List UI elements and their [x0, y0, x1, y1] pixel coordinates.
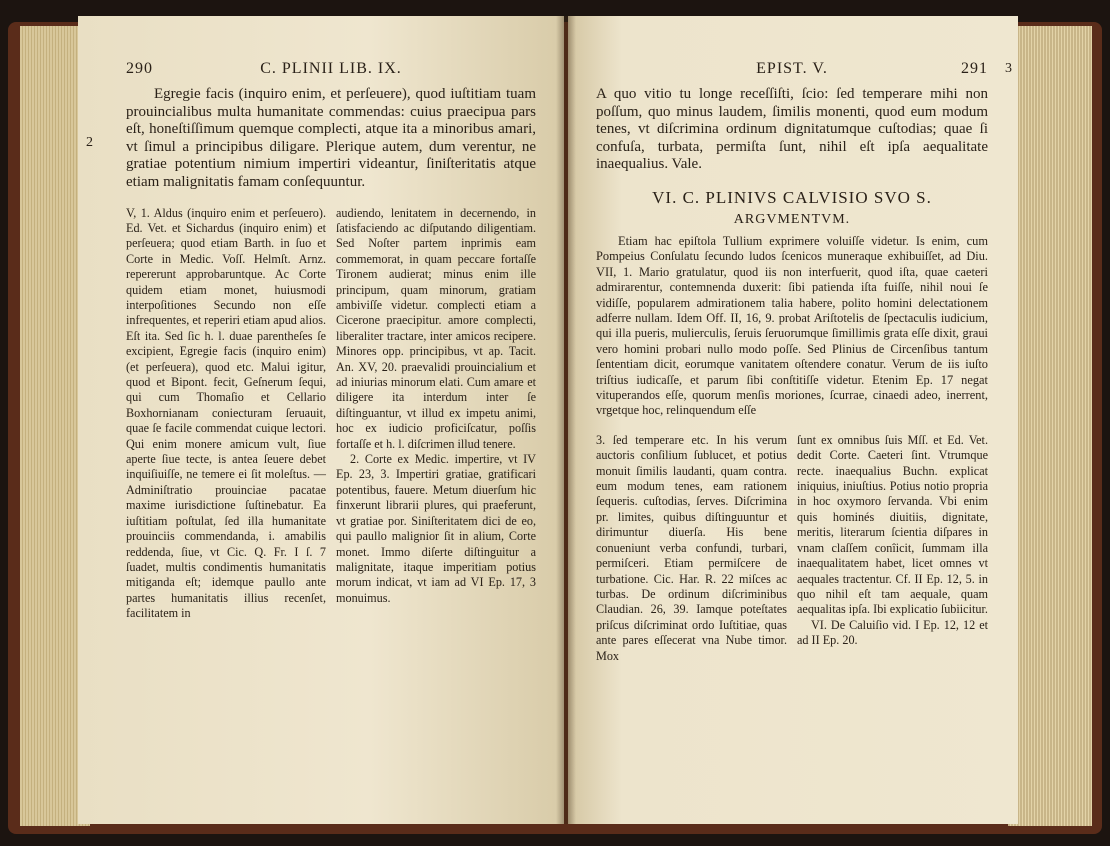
page-edges-right	[1008, 26, 1092, 826]
right-margin-number: 3	[1005, 61, 1012, 76]
argument-heading: ARGVMENTVM.	[733, 211, 851, 227]
letter-heading: VI. C. PLINIVS CALVISIO SVO S.	[652, 187, 932, 207]
right-page-header	[596, 60, 988, 86]
right-running-head: EPIST. V.	[756, 60, 828, 77]
right-note-3: VI. De Caluiſio vid. I Ep. 12, 12 et ad II Ep. 20.	[797, 617, 988, 648]
argument-text: Etiam hac epiſtola Tullium exprimere voluiſſe videtur. Is enim, cum Pompeius Conſulatu ſecundo ludos ſcenicos muneraque exhibuiſſet, ad Diu. VII, 1. Mario gratulatur, quod iis non interfuerit, quod iſta, quae caeteri admirarentur, contemnenda duxerit: ſibi patienda iſta fuiſſe, nihil noui ſe vidiſſe, popularem admirationem talia habere, polito homini delectationem adferre nullam. Idem Off. II, 16, 9. probat Ariſtotelis de ſpectaculis iudicium, qui illa pueris, mulierculis, ſeruis ſeruorumque ſimillimis grata eſſe dixit, graui vero homini probari nullo modo poſſe. Sed Plinius de Circenſibus tantum ſententiam dicit, eorumque vanitatem oſtendere conatur. Verum de iis iuſto triſtius iudicaſſe, et parum ſibi conſtitiſſe videtur. Etenim Ep. 17 negat vituperandos eſſe, quorum menſis moriones, ſcurrae, cinaedi adeo, inerrent, vrgetque hoc, relinquendum eſſe	[596, 233, 988, 418]
right-body-paragraph: A quo vitio tu longe receſſiſti, ſcio: ſed temperare mihi non poſſum, quo minus laudem, ſimilis monenti, quod eum modum tenes, vt diſcrimina ordinum dignitatumque cuſtodias; quae ſi confuſa, turbata, permiſta ſunt, nihil eſt ipſa aequalitate inaequalius. Vale.	[596, 86, 988, 173]
open-book	[8, 12, 1102, 838]
left-running-head: C. PLINII LIB. IX.	[260, 60, 402, 77]
left-page	[78, 16, 564, 824]
right-page-number: 291	[961, 60, 988, 77]
right-note-2: ſunt ex omnibus ſuis Mſſ. et Ed. Vet. dedit Corte. Caeteri ſint. Vtrumque recte. inaequalius Buchn. explicat iniquius, iniuſtius. Potius notio propria in hoc oxymoro ſervanda. Vbi enim quis hominés diuitiis, dignitate, meritis, literarum ſcientia diſpares in vnam claſſem conîicit, ſummam illa inaequalitatem habet, licet omnes vt aequales tractentur. Cf. II Ep. 12, 5. in quo nihil eſt tam aequale, quam aequalitas ipſa. Ibi explicatio ſubiicitur.	[797, 432, 988, 617]
left-body-text	[86, 86, 536, 192]
left-page-number: 290	[126, 60, 153, 77]
left-body-paragraph: Egregie facis (inquiro enim, et perſeuere), quod iuſtitiam tuam prouincialibus multa humanitate commendas: cuius praecipua pars eſt, honeſtiſſimum quemque complecti, atque ita a minoribus amari, vt ſimul a principibus diligare. Plerique autem, dum verentur, ne gratiae potentium nimium impertiri videantur, ſiniſteritatis atque etiam malignitatis famam conſequuntur.	[126, 86, 536, 190]
left-note-3: 2. Corte ex Medic. impertire, vt IV Ep. 23, 3. Impertiri gratiae, gratificari potentibus, fauere. Metum diuerſum hic finxerunt librarii plures, qui praeferunt, vt gratiae por. Siniſteritatem dici de eo, qui paullo malignior ſit in alium, Corte monet. Immo diſerte diſtinguitur a malignitate, itaque imperitiam potius morum indicat, vt iam ad VI Ep. 17, 3 monuimus.	[336, 452, 536, 605]
left-note-2: audiendo, lenitatem in decernendo, in ſatisfaciendo ac diſputando diligentiam. Sed Noſter partem inprimis eam commemorat, in quam peccare fortaſſe Tironem audierat; minus enim ille principum, quam minorum, gratiam ambiviſſe videtur. complecti etiam a Cicerone praecipitur. amore complecti, liberaliter tractare, inter amicos recipere. Minores opp. principibus, vt ap. Tacit. An. XV, 20. praevalidi prouincialium et ad iniurias minorum elati. Cum amare et diligere ita interdum inter ſe diſtinguantur, vt illud ex impetu animi, hoc ex iudicio proficiſcatur, poſſis fortaſſe et h. l. diſcrimen illud tenere.	[336, 205, 536, 451]
left-notes	[126, 206, 536, 622]
left-margin-number: 2	[86, 135, 93, 150]
right-note-1: 3. ſed temperare etc. In his verum auctoris conſilium ſublucet, et potius monuit ſimilis laudanti, quam contra. eum modum tenes, eam rationem ſequeris. cuſtodias, ſerves. Diſcrimina pr. limites, quibus diſtinguuntur et dirimuntur diuerſa. His bene conueniunt verba confundi, turbari, permiſceri. Etiam permiſcere de turbatione. Cic. Har. R. 22 miſces ac turbas. De ordinum diſcriminibus Claudian. 26, 39. Iamque poteſtates priſcus diſcriminat ordo Iuſtitiae, quas ante pares eſſecerat vna Nube timor. Mox	[596, 432, 787, 663]
book-gutter	[556, 16, 576, 824]
right-page	[568, 16, 1018, 824]
left-page-header	[126, 60, 536, 86]
right-notes	[596, 433, 988, 664]
left-note-1: V, 1. Aldus (inquiro enim et perſeuero). Ed. Vet. et Sichardus (inquiro enim) et perſeuera; quod etiam Barth. in ſuo et Corte in Medic. Voſſ. Helmſt. Arnz. repererunt approbaruntque. Ac Corte quidem etiam monet, huiusmodi interpoſitiones Secundo non eſſe infrequentes, et reperiri etiam apud alios. Eſt ita. Sed ſic h. l. duae parentheſes ſe excipient, Egregie facis (inquiro enim) (et perſeuera), quod etc. Malui igitur, quod et Bipont. fecit, Geſnerum ſequi, qui cum Thomaſio et Cellario Boxhornianam coniecturam ſeruauit, quae ſe facile commendat cuique lectori. Qui enim monere amicum vult, ſiue aperte ſiue tecte, is antea ſeuere debet inquiſiuiſſe, ne temere ei ſit moleſtus. — Adminiſtratio prouinciae pacatae maxime iurisdictione ſuſtinebatur. Ea iuſtitiam poſtulat, ſed illa humanitate prouinciis commendanda, i. amabilis reddenda, ſiue, vt Cic. Q. Fr. I ſ. 7 ſuadet, multis condimentis humanitatis mitiganda eſt; idemque paullo ante partes humanitatis illius recenſet, facilitatem in	[126, 205, 326, 621]
